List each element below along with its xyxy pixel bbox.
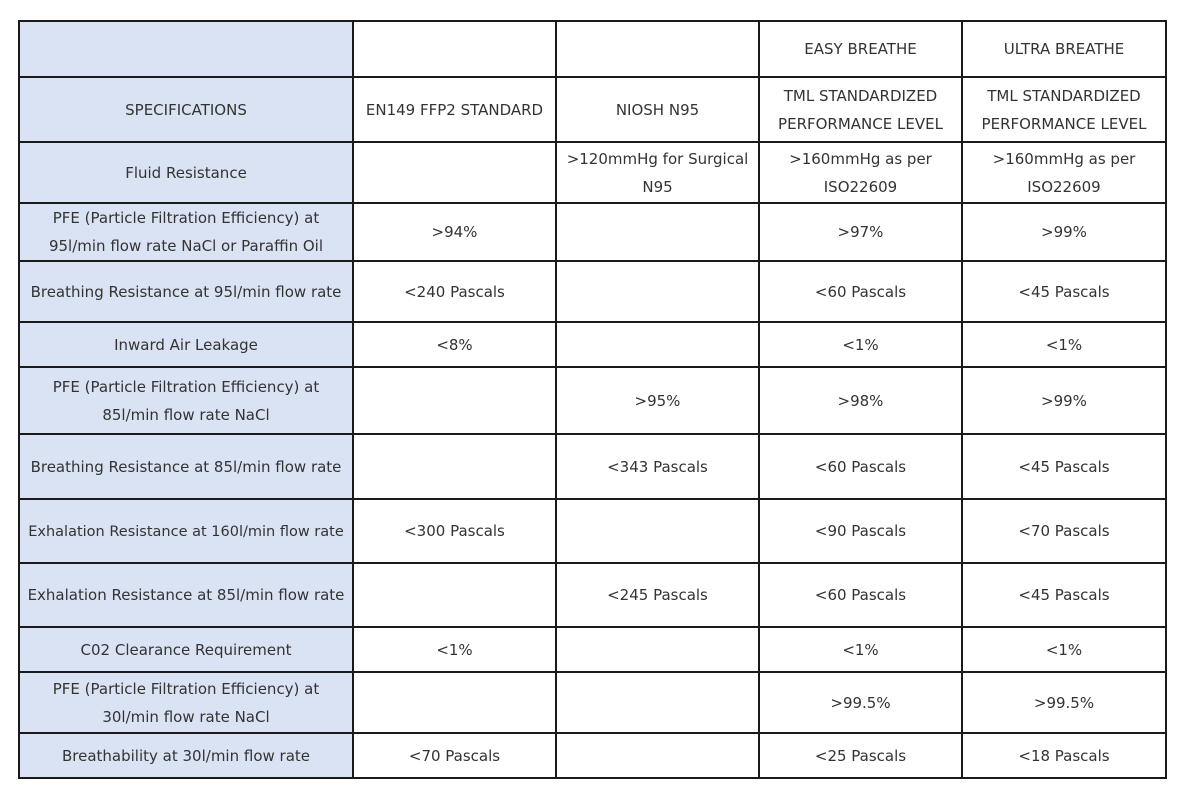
table-cell: <1% [759,627,962,672]
header-ultra-breathe: ULTRA BREATHE [962,21,1166,77]
table-row [19,499,1166,563]
specifications-heading: SPECIFICATIONS [19,77,353,142]
table-row [19,434,1166,499]
table-cell: >98% [759,367,962,434]
row-label: PFE (Particle Filtration Efficiency) at 85l/min flow rate NaCl [19,367,353,434]
table-cell [353,367,556,434]
row-label: Breathing Resistance at 85l/min flow rate [19,434,353,499]
row-label: C02 Clearance Requirement [19,627,353,672]
table-cell: <60 Pascals [759,563,962,627]
niosh-n95-heading: NIOSH N95 [556,77,759,142]
table-cell: <18 Pascals [962,733,1166,778]
table-cell [353,142,556,203]
easy-breathe-tml-heading: TML STANDARDIZED PERFORMANCE LEVEL [759,77,962,142]
row-label: PFE (Particle Filtration Efficiency) at 95l/min flow rate NaCl or Paraffin Oil [19,203,353,261]
table-cell [556,203,759,261]
table-cell [556,672,759,733]
table-cell: <90 Pascals [759,499,962,563]
table-cell: >95% [556,367,759,434]
table-cell: <70 Pascals [962,499,1166,563]
row-label: Exhalation Resistance at 160l/min flow rate [19,499,353,563]
table-cell: >97% [759,203,962,261]
table-row [19,367,1166,434]
row-label: Breathability at 30l/min flow rate [19,733,353,778]
table-cell: <1% [353,627,556,672]
ultra-breathe-tml-heading: TML STANDARDIZED PERFORMANCE LEVEL [962,77,1166,142]
table-cell: <70 Pascals [353,733,556,778]
table-cell: <1% [962,627,1166,672]
table-cell: >99% [962,203,1166,261]
header-cell-2 [556,21,759,77]
table-cell: <45 Pascals [962,261,1166,322]
table-row [19,563,1166,627]
table-cell: <45 Pascals [962,434,1166,499]
table-row [19,261,1166,322]
table-cell: <8% [353,322,556,367]
table-cell: <25 Pascals [759,733,962,778]
table-cell: >99.5% [759,672,962,733]
table-cell: >120mmHg for Surgical N95 [556,142,759,203]
row-label: Breathing Resistance at 95l/min flow rate [19,261,353,322]
spec-table-container [18,20,1167,779]
table-cell: >99% [962,367,1166,434]
table-cell: <60 Pascals [759,261,962,322]
table-cell [556,322,759,367]
table-cell: <45 Pascals [962,563,1166,627]
table-row [19,322,1166,367]
header-easy-breathe: EASY BREATHE [759,21,962,77]
table-cell [353,672,556,733]
header-cell-0 [19,21,353,77]
table-row [19,203,1166,261]
table-cell: <300 Pascals [353,499,556,563]
table-cell: >160mmHg as per ISO22609 [759,142,962,203]
table-row [19,733,1166,778]
table-row [19,627,1166,672]
header-row [19,21,1166,77]
table-cell [556,627,759,672]
row-label: Exhalation Resistance at 85l/min flow rate [19,563,353,627]
mask-specifications-table [18,20,1167,779]
header-cell-1 [353,21,556,77]
table-cell: >99.5% [962,672,1166,733]
row-label: PFE (Particle Filtration Efficiency) at 30l/min flow rate NaCl [19,672,353,733]
table-cell [353,563,556,627]
table-cell: <1% [759,322,962,367]
en149-ffp2-heading: EN149 FFP2 STANDARD [353,77,556,142]
table-cell: >160mmHg as per ISO22609 [962,142,1166,203]
subheader-row [19,77,1166,142]
table-cell [556,733,759,778]
table-cell: <245 Pascals [556,563,759,627]
table-cell: <60 Pascals [759,434,962,499]
table-cell: >94% [353,203,556,261]
table-cell [556,499,759,563]
table-row [19,672,1166,733]
table-cell: <343 Pascals [556,434,759,499]
row-label: Fluid Resistance [19,142,353,203]
table-cell [556,261,759,322]
row-label: Inward Air Leakage [19,322,353,367]
table-cell: <1% [962,322,1166,367]
table-cell [353,434,556,499]
table-cell: <240 Pascals [353,261,556,322]
table-row [19,142,1166,203]
